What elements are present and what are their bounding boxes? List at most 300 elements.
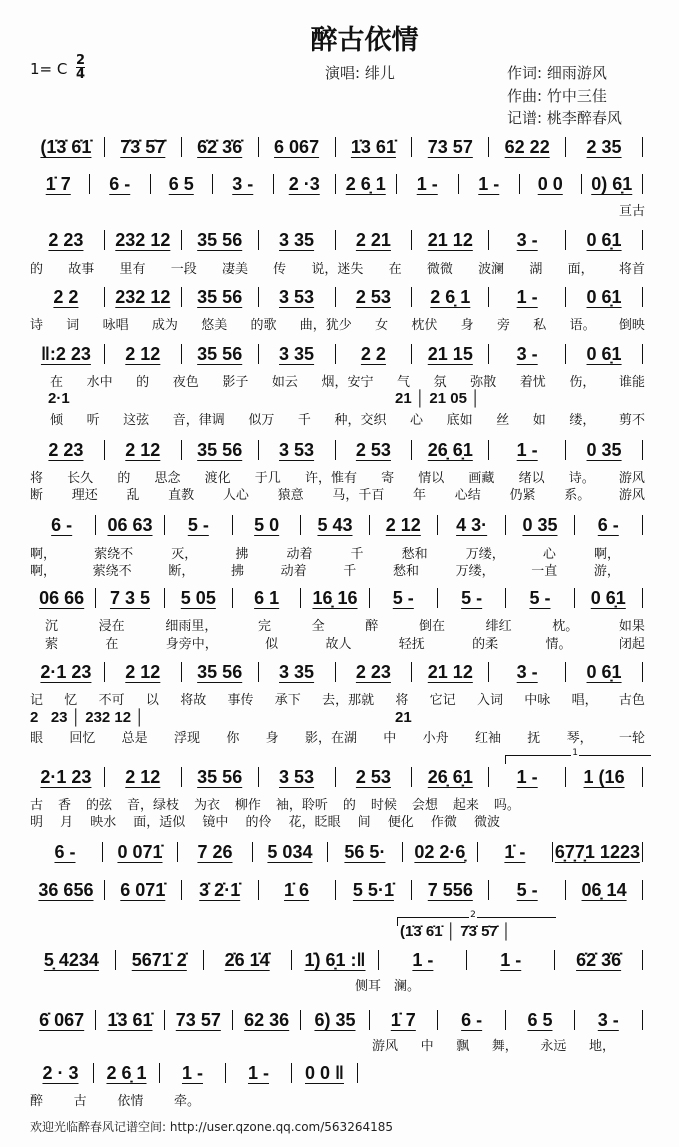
measure: 2 ·3 xyxy=(288,173,320,194)
measure: 5 0 xyxy=(254,514,280,535)
barline xyxy=(505,1010,506,1030)
measure: 2 53 xyxy=(355,286,391,307)
barline xyxy=(335,344,336,364)
barline xyxy=(488,230,489,250)
lyric-word: 事传 xyxy=(227,693,254,708)
measure: 2 6̣ 1 xyxy=(106,1062,147,1083)
lyric-word: 气 xyxy=(397,375,411,390)
measure: 6 071̇ xyxy=(120,879,166,900)
measure: 3 - xyxy=(232,173,254,194)
lyric-word: 寄 xyxy=(381,471,395,486)
lyric-word: 一直 xyxy=(531,564,558,579)
alternate-notes: 21 xyxy=(395,708,412,726)
measure: (1̇3̇ 6̇1̇ xyxy=(40,136,92,157)
barline xyxy=(411,440,412,460)
measure: 2 53 xyxy=(355,439,391,460)
measure: 0 6̣1 xyxy=(590,587,626,608)
barline xyxy=(150,174,151,194)
lyric-word: 为衣 xyxy=(193,798,220,813)
barline xyxy=(357,1063,358,1083)
lyric-word: 花，眨眼 xyxy=(288,815,341,830)
measure: 0 35 xyxy=(586,439,622,460)
barline xyxy=(335,662,336,682)
lyric-word: 的歌 xyxy=(250,318,277,333)
lyric-word: 的伶 xyxy=(245,815,272,830)
measure: 1̇3 61̇ xyxy=(107,1009,153,1030)
measure: 62 36 xyxy=(244,1009,290,1030)
music-line xyxy=(30,228,645,252)
lyric-word: 游风 xyxy=(618,488,645,503)
barline xyxy=(411,137,412,157)
lyric-word: 澜。 xyxy=(393,979,420,994)
measure: 2 12 xyxy=(125,439,161,460)
measure: 6 5 xyxy=(168,173,194,194)
measure: 2 12 xyxy=(125,661,161,682)
measure: 2 12 xyxy=(125,766,161,787)
lyric-word: 沉 xyxy=(45,619,59,634)
barline xyxy=(411,662,412,682)
lyric-word: 丝 xyxy=(496,413,510,428)
lyric-word: 它记 xyxy=(429,693,456,708)
measure: 2 2 xyxy=(53,286,79,307)
barline xyxy=(104,287,105,307)
barline xyxy=(181,880,182,900)
barline xyxy=(104,662,105,682)
barline xyxy=(177,842,178,862)
lyric-word: 你 xyxy=(226,731,240,746)
key-signature: 1= C xyxy=(30,60,68,78)
lyric-line xyxy=(30,258,645,277)
barline xyxy=(335,880,336,900)
barline xyxy=(252,842,253,862)
lyric-line xyxy=(30,727,645,746)
lyric-word: 水中 xyxy=(86,375,113,390)
measure: 26̣ 6̣1 xyxy=(427,439,473,460)
barline xyxy=(488,767,489,787)
lyric-word: 的 xyxy=(136,375,150,390)
lyric-word: 啊， xyxy=(30,564,57,579)
lyric-word: 啊， xyxy=(30,547,57,562)
lyric-word: 身 xyxy=(265,731,279,746)
barline xyxy=(232,1010,233,1030)
lyric-word: 古 xyxy=(30,798,44,813)
barline xyxy=(181,287,182,307)
lyric-word: 枕伏 xyxy=(411,318,438,333)
lyric-word: 袖，聆听 xyxy=(275,798,328,813)
lyric-word: 以 xyxy=(145,693,159,708)
barline xyxy=(411,880,412,900)
lyric-word: 心 xyxy=(410,413,424,428)
barline xyxy=(258,662,259,682)
measure: 3 53 xyxy=(279,766,315,787)
lyric-word: 中咏 xyxy=(524,693,551,708)
measure: 6 5 xyxy=(527,1009,553,1030)
measure: 7 26 xyxy=(197,841,233,862)
lyric-word: 身 xyxy=(460,318,474,333)
barline xyxy=(93,1063,94,1083)
measure: 5 - xyxy=(392,587,414,608)
lyric-word: 永远 xyxy=(540,1039,567,1054)
measure: 3 - xyxy=(516,661,538,682)
measure: 2 6̣ 1 xyxy=(345,173,386,194)
measure: 6) 35 xyxy=(314,1009,356,1030)
time-signature-bottom: 4 xyxy=(76,67,86,82)
music-line xyxy=(30,342,645,366)
transcriber: 记谱: 桃李醉春风 xyxy=(507,109,622,127)
alternate-notes: 21 │ 21 05 │ xyxy=(395,389,481,407)
lyric-word: 间 xyxy=(357,815,371,830)
measure: 2 21 xyxy=(355,229,391,250)
lyric-word: 似 xyxy=(265,637,279,652)
measure: 3 - xyxy=(516,229,538,250)
measure: 5671̇ 2̇ xyxy=(131,949,187,970)
measure: 16̣ 16 xyxy=(312,587,358,608)
measure: 7 3 5 xyxy=(109,587,151,608)
lyric-word: 里有 xyxy=(119,262,146,277)
measure: 0 0 xyxy=(537,173,563,194)
barline xyxy=(488,662,489,682)
lyric-word: 理还 xyxy=(71,488,98,503)
lyric-line xyxy=(372,1035,615,1054)
lyric-word: 游， xyxy=(593,564,620,579)
lyric-word: 完 xyxy=(257,619,271,634)
lyric-word: 柳作 xyxy=(234,798,261,813)
barline xyxy=(642,230,643,250)
lyric-word: 绯红 xyxy=(485,619,512,634)
lyric-word: 烟，安宁 xyxy=(321,375,374,390)
lyric-word: 地， xyxy=(588,1039,615,1054)
measure: 6̇ 067 xyxy=(39,1009,85,1030)
lyric-word: 倒映 xyxy=(618,318,645,333)
lyric-line xyxy=(50,409,645,428)
measure: 3 35 xyxy=(279,661,315,682)
lyric-word: 灭， xyxy=(171,547,198,562)
barline xyxy=(396,174,397,194)
lyric-word: 湖 xyxy=(529,262,543,277)
lyric-word: 种，交织 xyxy=(334,413,387,428)
barline xyxy=(181,230,182,250)
barline xyxy=(115,950,116,970)
lyric-word: 香 xyxy=(57,798,71,813)
lyric-word: 仍紧 xyxy=(509,488,536,503)
measure: 1 - xyxy=(500,949,522,970)
lyric-word: 传 xyxy=(273,262,287,277)
measure: 6 - xyxy=(51,514,73,535)
lyric-word: 乱 xyxy=(126,488,140,503)
lyric-word: 在 xyxy=(105,637,119,652)
lyric-word: 侧耳 xyxy=(355,979,382,994)
barline xyxy=(300,515,301,535)
lyric-word: 故人 xyxy=(325,637,352,652)
volta-number: 2 xyxy=(470,910,476,920)
measure: 1̇ - xyxy=(504,841,526,862)
lyric-line xyxy=(30,811,500,830)
lyric-word: 心结 xyxy=(454,488,481,503)
measure: 2 12 xyxy=(125,343,161,364)
barline xyxy=(488,880,489,900)
lyric-word: 会想 xyxy=(411,798,438,813)
lyric-word: 诗。 xyxy=(568,471,595,486)
barline xyxy=(335,230,336,250)
measure: 73 57 xyxy=(175,1009,221,1030)
lyric-word: 说，迷失 xyxy=(311,262,364,277)
barline xyxy=(258,440,259,460)
alternate-notes: (1̇3̇ 6̇1̇ │ 7̇3̇ 5̇7̇ │ xyxy=(400,922,512,940)
lyric-word: 悠美 xyxy=(201,318,228,333)
music-line xyxy=(30,660,645,684)
song-title: 醉古依情 xyxy=(310,25,419,56)
barline xyxy=(212,174,213,194)
lyric-word: 在 xyxy=(388,262,402,277)
barline xyxy=(519,174,520,194)
barline xyxy=(335,767,336,787)
measure: ‖:2 23 xyxy=(40,343,91,364)
lyric-word: 底如 xyxy=(446,413,473,428)
lyric-word: 将 xyxy=(30,471,44,486)
barline xyxy=(258,287,259,307)
measure: 2 · 3 xyxy=(42,1062,79,1083)
lyric-word: 不可 xyxy=(98,693,125,708)
lyric-word: 思念 xyxy=(154,471,181,486)
barline xyxy=(488,440,489,460)
barline xyxy=(95,588,96,608)
measure: 1 - xyxy=(516,439,538,460)
lyric-word: 的柔 xyxy=(472,637,499,652)
lyric-line xyxy=(50,371,645,390)
lyric-word: 一段 xyxy=(170,262,197,277)
lyric-word: 年 xyxy=(413,488,427,503)
lyric-word: 影，在湖 xyxy=(304,731,357,746)
volta-number: 1 xyxy=(572,748,578,758)
measure: 06 63 xyxy=(107,514,153,535)
lyric-word: 入词 xyxy=(476,693,503,708)
lyric-word: 将故 xyxy=(180,693,207,708)
lyric-word: 的 xyxy=(342,798,356,813)
lyric-word: 啊， xyxy=(593,547,620,562)
lyric-word: 影子 xyxy=(222,375,249,390)
barline xyxy=(565,230,566,250)
lyric-word: 古 xyxy=(73,1094,87,1109)
lyric-word: 动着 xyxy=(286,547,313,562)
lyric-word: 音，绿枝 xyxy=(126,798,179,813)
lyric-word: 画藏 xyxy=(468,471,495,486)
lyric-word: 醉 xyxy=(365,619,379,634)
measure: 1 - xyxy=(412,949,434,970)
lyric-word: 心 xyxy=(542,547,556,562)
barline xyxy=(505,588,506,608)
lyric-word: 游风 xyxy=(372,1039,399,1054)
time-signature-top: 2 xyxy=(76,53,86,68)
lyric-word: 萦绕不 xyxy=(92,564,132,579)
lyric-word: 忆 xyxy=(64,693,78,708)
lyric-word: 萦 xyxy=(45,637,59,652)
barline xyxy=(104,344,105,364)
barline xyxy=(335,137,336,157)
barline xyxy=(565,344,566,364)
lyric-word: 如云 xyxy=(271,375,298,390)
music-line xyxy=(30,765,645,789)
measure: 56 5· xyxy=(344,841,386,862)
lyric-word: 人心 xyxy=(222,488,249,503)
measure: 232 12 xyxy=(115,286,171,307)
lyric-word: 凄美 xyxy=(221,262,248,277)
measure: 5 - xyxy=(187,514,209,535)
barline xyxy=(300,588,301,608)
lyric-word: 萦绕不 xyxy=(94,547,134,562)
measure: 6 - xyxy=(54,841,76,862)
barline xyxy=(642,767,643,787)
lyric-word: 曲，犹少 xyxy=(299,318,352,333)
measure: 6 - xyxy=(461,1009,483,1030)
alternate-notes: 2 23 │ 232 12 │ xyxy=(30,708,145,726)
music-line xyxy=(30,878,645,902)
measure: 1 - xyxy=(516,286,538,307)
barline xyxy=(565,440,566,460)
barline xyxy=(181,662,182,682)
lyric-word: 系。 xyxy=(564,488,591,503)
measure: 2 23 xyxy=(355,661,391,682)
lyric-word: 一轮 xyxy=(618,731,645,746)
measure: 6̣7̣7̣1 1223 xyxy=(554,841,640,862)
barline xyxy=(258,137,259,157)
measure: 5 43 xyxy=(317,514,353,535)
lyric-word: 起来 xyxy=(452,798,479,813)
lyric-word: 将首 xyxy=(618,262,645,277)
lyric-word: 依情 xyxy=(117,1094,144,1109)
lyric-word: 唱， xyxy=(571,693,598,708)
barline xyxy=(642,515,643,535)
measure: 1 - xyxy=(478,173,500,194)
measure: 232 12 xyxy=(115,229,171,250)
lyric-word: 诗 xyxy=(30,318,44,333)
lyric-word: 醉 xyxy=(30,1094,44,1109)
measure: 3 - xyxy=(516,343,538,364)
lyric-word: 这弦 xyxy=(123,413,150,428)
lyric-word: 亘古 xyxy=(618,204,645,219)
footer-text: 欢迎光临醉春风记谱空间: http://user.qzone.qq.com/563264185 xyxy=(30,1120,394,1134)
lyric-word: 于几 xyxy=(254,471,281,486)
lyric-word: 弥散 xyxy=(470,375,497,390)
measure: 3̇ 2̇·1̇ xyxy=(199,879,241,900)
barline xyxy=(642,1010,643,1030)
lyric-word: 红袖 xyxy=(474,731,501,746)
measure: 5 5·1̇ xyxy=(352,879,394,900)
measure: 6 1 xyxy=(254,587,280,608)
barline xyxy=(335,174,336,194)
barline xyxy=(232,515,233,535)
barline xyxy=(488,137,489,157)
measure: 1 - xyxy=(416,173,438,194)
barline xyxy=(565,767,566,787)
lyric-word: 似万 xyxy=(248,413,275,428)
measure: 2 2 xyxy=(360,343,386,364)
barline xyxy=(291,1063,292,1083)
lyric-word: 吗。 xyxy=(493,798,520,813)
barline xyxy=(369,1010,370,1030)
measure: 2 53 xyxy=(355,766,391,787)
lyric-word: 词 xyxy=(66,318,80,333)
lyric-word: 旁 xyxy=(496,318,510,333)
measure: 1 - xyxy=(247,1062,269,1083)
measure: 1 (16 xyxy=(583,766,625,787)
measure: 3 53 xyxy=(279,286,315,307)
lyric-word: 猿意 xyxy=(277,488,304,503)
lyric-word: 面，适似 xyxy=(133,815,186,830)
lyric-word: 愁和 xyxy=(401,547,428,562)
lyric-word: 古色 xyxy=(618,693,645,708)
music-line xyxy=(30,948,645,972)
lyric-word: 剪不 xyxy=(618,413,645,428)
barline xyxy=(164,515,165,535)
barline xyxy=(369,588,370,608)
barline xyxy=(581,174,582,194)
lyric-word: 游风 xyxy=(618,471,645,486)
lyric-word: 中 xyxy=(383,731,397,746)
lyric-word: 映水 xyxy=(90,815,117,830)
lyric-word: 情以 xyxy=(418,471,445,486)
measure: 3 - xyxy=(597,1009,619,1030)
measure: 26̣ 6̣1 xyxy=(427,766,473,787)
measure: 06̣ 14 xyxy=(581,879,627,900)
measure: 2 23 xyxy=(48,439,84,460)
lyric-word: 牵。 xyxy=(173,1094,200,1109)
lyric-word: 语。 xyxy=(569,318,596,333)
lyric-word: 时候 xyxy=(370,798,397,813)
lyric-word: 千 xyxy=(350,547,364,562)
barline xyxy=(258,230,259,250)
measure: 2 23 xyxy=(48,229,84,250)
barline xyxy=(574,1010,575,1030)
lyric-word: 听 xyxy=(86,413,100,428)
barline xyxy=(104,230,105,250)
measure: 21 12 xyxy=(427,661,473,682)
measure: 2·1 23 xyxy=(40,661,92,682)
measure: 6 - xyxy=(109,173,131,194)
barline xyxy=(642,588,643,608)
lyric-word: 如果 xyxy=(618,619,645,634)
barline xyxy=(642,344,643,364)
lyric-word: 琴， xyxy=(566,731,593,746)
measure: 1 - xyxy=(516,766,538,787)
barline xyxy=(232,588,233,608)
music-line xyxy=(30,840,645,864)
lyric-word: 音，律调 xyxy=(172,413,225,428)
lyric-word: 氛 xyxy=(433,375,447,390)
barline xyxy=(95,515,96,535)
barline xyxy=(369,515,370,535)
lyric-word: 咏唱 xyxy=(102,318,129,333)
measure: 06 66 xyxy=(39,587,85,608)
barline xyxy=(574,515,575,535)
measure: 73 57 xyxy=(427,136,473,157)
barline xyxy=(642,662,643,682)
barline xyxy=(642,440,643,460)
lyric-word: 舞， xyxy=(491,1039,518,1054)
lyric-word: 千 xyxy=(343,564,357,579)
lyric-word: 抚 xyxy=(527,731,541,746)
lyric-line xyxy=(30,1090,200,1109)
lyric-word: 中 xyxy=(420,1039,434,1054)
barline xyxy=(488,287,489,307)
lyric-word: 镜中 xyxy=(202,815,229,830)
measure: 5 05 xyxy=(180,587,216,608)
volta-bracket xyxy=(505,748,651,764)
lyric-word: 明 xyxy=(30,815,44,830)
barline xyxy=(477,842,478,862)
barline xyxy=(300,1010,301,1030)
barline xyxy=(181,440,182,460)
barline xyxy=(95,1010,96,1030)
